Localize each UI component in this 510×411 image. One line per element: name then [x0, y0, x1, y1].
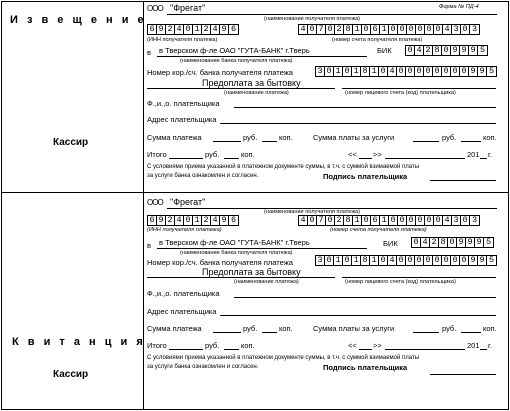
digit-cell: 2 — [166, 25, 175, 34]
digit-cell: 0 — [397, 256, 406, 265]
total-rub-line[interactable] — [169, 158, 203, 159]
digit-cell: 0 — [425, 216, 434, 225]
digit-cell: 8 — [439, 238, 448, 247]
year-end: г. — [488, 150, 492, 159]
digit-cell: 9 — [469, 67, 478, 76]
total-rub: руб. — [205, 150, 220, 159]
recipient-name: "Фрегат" — [170, 3, 206, 13]
digit-cell: 4 — [443, 216, 452, 225]
sum-label-bottom: Сумма платежа — [147, 324, 202, 333]
digit-cell: 1 — [334, 67, 343, 76]
digit-cell: 3 — [316, 67, 325, 76]
korr-boxes-bottom — [315, 255, 497, 266]
digit-cell: 0 — [184, 216, 193, 225]
digit-cell: 1 — [353, 216, 362, 225]
kassir-label-bottom: Кассир — [53, 369, 89, 380]
digit-cell: 9 — [460, 46, 469, 55]
digit-cell: 0 — [461, 25, 470, 34]
digit-cell: 3 — [471, 215, 478, 225]
signature-line[interactable] — [430, 180, 496, 181]
purpose-caption-bottom: (наименование платежа) — [234, 279, 299, 285]
digit-cell: 0 — [308, 216, 317, 225]
digit-cell: 9 — [157, 216, 166, 225]
total-label-bottom: Итого — [147, 341, 167, 350]
sum-rub-line-bottom[interactable] — [213, 332, 241, 333]
digit-cell: 1 — [352, 256, 361, 265]
fee-kop: коп. — [483, 133, 497, 142]
digit-cell: 3 — [471, 24, 478, 34]
account-caption-bottom: (номер счета получателя платежа) — [330, 227, 427, 233]
bik-boxes-bottom — [411, 237, 494, 248]
total-rub-line-bottom[interactable] — [169, 349, 203, 350]
digit-cell: 0 — [415, 67, 424, 76]
digit-cell: 6 — [371, 25, 380, 34]
digit-cell: 0 — [184, 25, 193, 34]
fee-rub-bottom: руб. — [442, 324, 457, 333]
digit-cell: 4 — [421, 238, 430, 247]
digit-cell: 4 — [299, 216, 308, 225]
fee-kop-line-bottom[interactable] — [461, 332, 481, 333]
digit-cell: 1 — [370, 67, 379, 76]
bik-label-bottom: БИК — [383, 239, 398, 248]
v-label: в — [147, 48, 151, 57]
date-close: >> — [373, 150, 382, 159]
digit-cell: 9 — [466, 238, 475, 247]
digit-cell: 5 — [488, 66, 495, 76]
purpose-line — [147, 88, 335, 89]
purpose-text: Предоплата за бытовку — [202, 78, 301, 88]
recipient-name-bottom: "Фрегат" — [170, 197, 206, 207]
lic-caption-bottom: (номер лицевого счета (код) плательщика) — [345, 279, 456, 285]
digit-cell: 0 — [389, 216, 398, 225]
consent-text-line1: С условиями приема указанной в платежном документе суммы, в т.ч. с суммой взимаемой платы — [147, 164, 420, 170]
recipient-line — [167, 14, 497, 15]
bank-name: в Тверском ф-ле ОАО "ГУТА-БАНК" г.Тверь — [159, 46, 310, 55]
digit-cell: 0 — [407, 25, 416, 34]
date-day-line-bottom[interactable] — [359, 349, 372, 350]
kvitantsiya-label: К в и т а н ц и я — [12, 336, 146, 348]
digit-cell: 3 — [452, 216, 461, 225]
sum-label: Сумма платежа — [147, 133, 202, 142]
purpose-text-bottom: Предоплата за бытовку — [202, 267, 301, 277]
digit-cell: 0 — [379, 256, 388, 265]
inn-caption: (ИНН получателя платежа) — [147, 37, 218, 43]
digit-cell: 4 — [443, 25, 452, 34]
digit-cell: 4 — [388, 256, 397, 265]
bik-boxes — [405, 45, 488, 56]
kassir-label-top: Кассир — [53, 137, 89, 148]
digit-cell: 5 — [488, 255, 495, 265]
digit-cell: 0 — [343, 256, 352, 265]
sum-kop-line-bottom[interactable] — [262, 332, 277, 333]
digit-cell: 0 — [325, 256, 334, 265]
section-divider — [2, 192, 508, 193]
signature-line-bottom[interactable] — [430, 374, 496, 375]
total-kop-line[interactable] — [224, 158, 239, 159]
digit-cell: 0 — [397, 67, 406, 76]
digit-cell: 6 — [148, 25, 157, 34]
date-month-line-bottom[interactable] — [385, 349, 465, 350]
bank-line-bottom — [157, 248, 367, 249]
address-label: Адрес плательщика — [147, 115, 217, 124]
total-kop: коп. — [241, 150, 255, 159]
sum-rub-bottom: руб. — [243, 324, 258, 333]
sum-rub: руб. — [243, 133, 258, 142]
consent-text-line1-bottom: С условиями приема указанной в платежном документе суммы, в т.ч. с суммой взимаемой платы — [147, 355, 420, 361]
digit-cell: 0 — [326, 216, 335, 225]
digit-cell: 0 — [406, 46, 415, 55]
digit-cell: 0 — [406, 256, 415, 265]
date-open-bottom: << — [348, 341, 357, 350]
digit-cell: 0 — [434, 25, 443, 34]
address-line-bottom[interactable] — [220, 315, 496, 316]
digit-cell: 8 — [361, 67, 370, 76]
digit-cell: 4 — [415, 46, 424, 55]
recipient-caption-bottom: (наименование получателя платежа) — [264, 209, 361, 215]
fee-rub-line[interactable] — [413, 141, 439, 142]
total-kop-line-bottom[interactable] — [224, 349, 239, 350]
digit-cell: 1 — [193, 216, 202, 225]
digit-cell: 0 — [433, 67, 442, 76]
digit-cell: 1 — [380, 25, 389, 34]
digit-cell: 7 — [317, 216, 326, 225]
digit-cell: 0 — [343, 67, 352, 76]
digit-cell: 0 — [379, 67, 388, 76]
fee-label: Сумма платы за услуги — [313, 133, 395, 142]
sum-kop-bottom: коп. — [279, 324, 293, 333]
form-code: Форма № ПД-4 — [439, 4, 479, 10]
digit-cell: 9 — [451, 46, 460, 55]
total-kop-bottom: коп. — [241, 341, 255, 350]
digit-cell: 0 — [362, 25, 371, 34]
company-logo-icon-bottom: ООО — [147, 198, 163, 207]
korr-label: Номер кор./сч. банка получателя платежа — [147, 68, 293, 77]
digit-cell: 6 — [230, 215, 237, 225]
digit-cell: 1 — [334, 256, 343, 265]
digit-cell: 0 — [433, 256, 442, 265]
digit-cell: 9 — [469, 46, 478, 55]
digit-cell: 0 — [415, 256, 424, 265]
digit-cell: 0 — [424, 256, 433, 265]
fio-line[interactable] — [234, 107, 496, 108]
digit-cell: 2 — [424, 46, 433, 55]
digit-cell: 3 — [316, 256, 325, 265]
digit-cell: 0 — [424, 67, 433, 76]
lic-line-bottom — [342, 277, 496, 278]
digit-cell: 0 — [398, 25, 407, 34]
digit-cell: 0 — [461, 216, 470, 225]
digit-cell: 0 — [362, 216, 371, 225]
v-label-bottom: в — [147, 241, 151, 250]
year-line-bottom[interactable] — [480, 349, 487, 350]
digit-cell: 0 — [460, 256, 469, 265]
date-month-line[interactable] — [385, 158, 465, 159]
inn-boxes-bottom — [147, 215, 239, 226]
digit-cell: 9 — [478, 256, 487, 265]
purpose-caption: (наименование платежа) — [224, 90, 289, 96]
digit-cell: 8 — [433, 46, 442, 55]
korr-boxes — [315, 66, 497, 77]
digit-cell: 2 — [335, 216, 344, 225]
date-day-line[interactable] — [359, 158, 372, 159]
digit-cell: 9 — [220, 25, 229, 34]
signature-label: Подпись плательщика — [323, 172, 408, 181]
digit-cell: 0 — [425, 25, 434, 34]
digit-cell: 4 — [175, 216, 184, 225]
inn-caption-bottom: (ИНН получателя платежа) — [147, 227, 222, 233]
digit-cell: 8 — [361, 256, 370, 265]
digit-cell: 3 — [452, 25, 461, 34]
digit-cell: 0 — [406, 67, 415, 76]
fio-line-bottom[interactable] — [234, 297, 496, 298]
digit-cell: 2 — [430, 238, 439, 247]
digit-cell: 0 — [416, 216, 425, 225]
digit-cell: 0 — [460, 67, 469, 76]
bank-caption: (наименование банка получателя платежа) — [180, 58, 293, 64]
account-boxes — [298, 24, 480, 35]
digit-cell: 0 — [442, 256, 451, 265]
total-rub-bottom: руб. — [205, 341, 220, 350]
digit-cell: 0 — [448, 238, 457, 247]
digit-cell: 4 — [299, 25, 308, 34]
digit-cell: 6 — [371, 216, 380, 225]
digit-cell: 1 — [370, 256, 379, 265]
year-end-bottom: г. — [488, 341, 492, 350]
fee-label-bottom: Сумма платы за услуги — [313, 324, 395, 333]
digit-cell: 0 — [325, 67, 334, 76]
digit-cell: 0 — [416, 25, 425, 34]
lic-caption: (номер лицевого счета (код) плательщика) — [345, 90, 456, 96]
digit-cell: 0 — [389, 25, 398, 34]
digit-cell: 5 — [485, 237, 492, 247]
fee-kop-line[interactable] — [461, 141, 481, 142]
digit-cell: 1 — [352, 67, 361, 76]
digit-cell: 1 — [380, 216, 389, 225]
bik-label: БИК — [377, 46, 392, 55]
bank-line — [157, 56, 367, 57]
digit-cell: 0 — [451, 67, 460, 76]
digit-cell: 9 — [220, 216, 229, 225]
consent-text-line2: за услуги банка ознакомлен и согласен. — [147, 173, 259, 179]
digit-cell: 0 — [308, 25, 317, 34]
digit-cell: 4 — [211, 216, 220, 225]
year-prefix-bottom: 201 — [467, 341, 480, 350]
payment-form-pd4 — [1, 1, 509, 410]
account-caption: (номер счета получателя платежа) — [332, 37, 423, 43]
digit-cell: 7 — [317, 25, 326, 34]
korr-label-bottom: Номер кор./сч. банка получателя платежа — [147, 258, 293, 267]
purpose-line-bottom — [147, 277, 335, 278]
digit-cell: 0 — [434, 216, 443, 225]
date-open: << — [348, 150, 357, 159]
inn-boxes — [147, 24, 239, 35]
lic-line — [342, 88, 496, 89]
digit-cell: 9 — [469, 256, 478, 265]
sum-kop: коп. — [279, 133, 293, 142]
bank-caption-bottom: (наименование банка получателя платежа) — [180, 250, 293, 256]
digit-cell: 4 — [388, 67, 397, 76]
digit-cell: 1 — [353, 25, 362, 34]
digit-cell: 8 — [344, 216, 353, 225]
address-line[interactable] — [220, 123, 496, 124]
total-label: Итого — [147, 150, 167, 159]
digit-cell: 0 — [412, 238, 421, 247]
signature-label-bottom: Подпись плательщика — [323, 363, 408, 372]
consent-text-line2-bottom: за услуги банка ознакомлен и согласен. — [147, 364, 259, 370]
digit-cell: 5 — [479, 45, 486, 55]
digit-cell: 4 — [175, 25, 184, 34]
digit-cell: 6 — [148, 216, 157, 225]
digit-cell: 2 — [202, 25, 211, 34]
digit-cell: 0 — [442, 46, 451, 55]
date-close-bottom: >> — [373, 341, 382, 350]
recipient-caption: (наименование получателя платежа) — [264, 16, 361, 22]
digit-cell: 0 — [326, 25, 335, 34]
digit-cell: 0 — [451, 256, 460, 265]
digit-cell: 9 — [478, 67, 487, 76]
izveshchenie-label: И з в е щ е н и е — [10, 14, 147, 26]
fee-rub-line-bottom[interactable] — [413, 332, 439, 333]
fee-rub: руб. — [442, 133, 457, 142]
digit-cell: 2 — [166, 216, 175, 225]
digit-cell: 9 — [157, 25, 166, 34]
digit-cell: 0 — [442, 67, 451, 76]
fio-label-bottom: Ф.,и.,о. плательщика — [147, 289, 220, 298]
sum-kop-line[interactable] — [262, 141, 277, 142]
bank-name-bottom: в Тверском ф-ле ОАО "ГУТА-БАНК" г.Тверь — [159, 238, 310, 247]
digit-cell: 0 — [398, 216, 407, 225]
account-boxes-bottom — [298, 215, 480, 226]
year-prefix: 201 — [467, 150, 480, 159]
digit-cell: 0 — [407, 216, 416, 225]
company-logo-icon: ООО — [147, 4, 163, 13]
digit-cell: 8 — [344, 25, 353, 34]
digit-cell: 1 — [193, 25, 202, 34]
year-line[interactable] — [480, 158, 487, 159]
sum-rub-line[interactable] — [213, 141, 241, 142]
digit-cell: 4 — [211, 25, 220, 34]
address-label-bottom: Адрес плательщика — [147, 307, 217, 316]
digit-cell: 9 — [457, 238, 466, 247]
digit-cell: 2 — [202, 216, 211, 225]
digit-cell: 6 — [230, 24, 237, 34]
fee-kop-bottom: коп. — [483, 324, 497, 333]
fio-label: Ф.,и.,о. плательщика — [147, 99, 220, 108]
digit-cell: 2 — [335, 25, 344, 34]
digit-cell: 9 — [475, 238, 484, 247]
